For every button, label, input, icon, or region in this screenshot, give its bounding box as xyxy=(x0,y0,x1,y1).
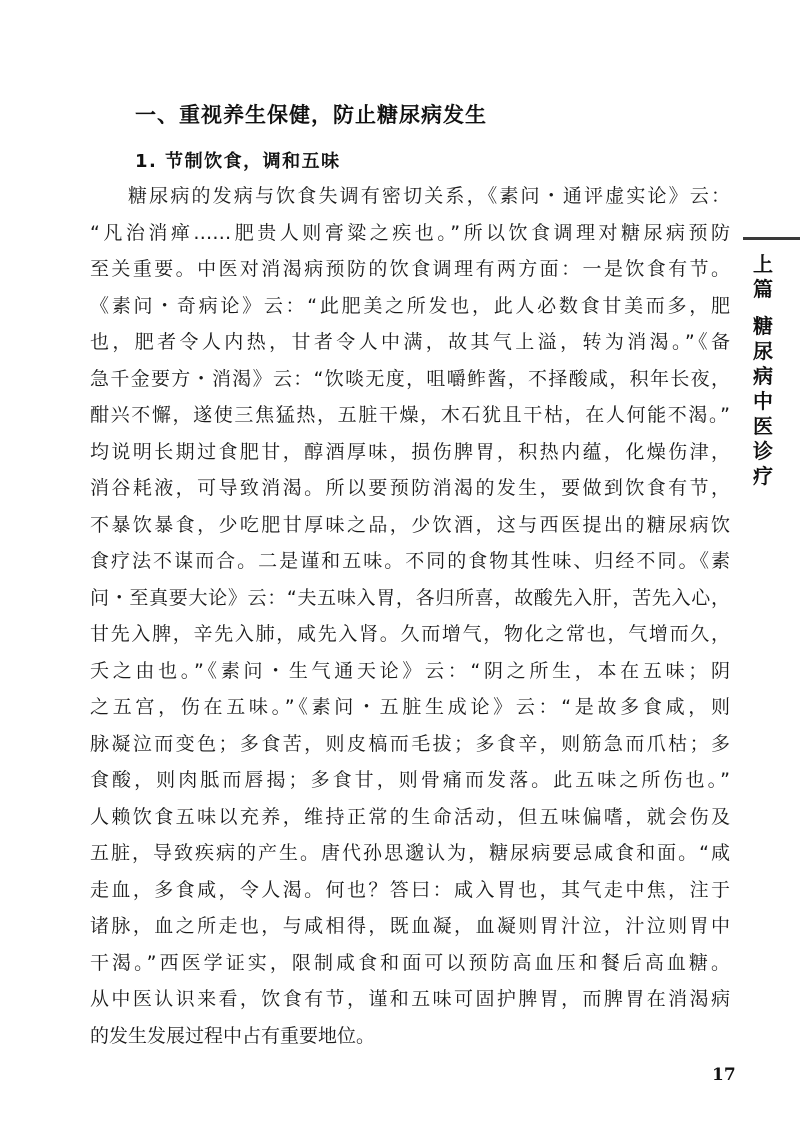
body-line: 消谷耗液，可导致消渴。所以要预防消渴的发生，要做到饮食有节， xyxy=(90,477,730,499)
body-line: 问・至真要大论》云：“夫五味入胃，各归所喜，故酸先入肝，苦先入心， xyxy=(90,586,730,609)
subsection-title: 1. 节制饮食，调和五味 xyxy=(135,151,341,172)
body-line: 酣兴不懈，遂使三焦猛热，五脏干燥，木石犹且干枯，在人何能不渴。” xyxy=(90,404,730,426)
body-line: 不暴饮暴食，少吃肥甘厚味之品，少饮酒，这与西医提出的糖尿病饮 xyxy=(90,513,730,536)
body-line: 人赖饮食五味以充养，维持正常的生命活动，但五味偏嗜，就会伤及 xyxy=(90,805,730,828)
body-line: 《素问・奇病论》云：“此肥美之所发也，此人必数食甘美而多，肥 xyxy=(90,294,730,317)
body-line: 均说明长期过食肥甘，醇酒厚味，损伤脾胃，积热内蕴，化燥伤津， xyxy=(90,440,730,463)
body-line: 诸脉，血之所走也，与咸相得，既血凝，血凝则胃汁泣，汁泣则胃中 xyxy=(90,915,730,937)
body-line: 也，肥者令人内热，甘者令人中满，故其气上溢，转为消渴。”《备 xyxy=(90,331,730,353)
body-paragraph xyxy=(90,178,730,1054)
side-tab-divider xyxy=(743,237,800,240)
body-line: 五脏，导致疾病的产生。唐代孙思邈认为，糖尿病要忌咸食和面。“咸 xyxy=(90,842,730,864)
side-tab-label xyxy=(749,252,777,489)
body-line: 夭之由也。”《素问・生气通天论》云：“阴之所生，本在五味；阴 xyxy=(90,659,730,682)
side-tab-part: 上 篇 xyxy=(753,252,773,301)
body-line: 从中医认识来看，饮食有节，谨和五味可固护脾胃，而脾胃在消渴病 xyxy=(90,988,730,1010)
body-line: 食疗法不谋而合。二是谨和五味。不同的食物其性味、归经不同。《素 xyxy=(90,550,730,572)
side-tab-title: 糖 尿 病 中 医 诊 疗 xyxy=(753,314,773,488)
body-line: 食酸，则肉胝而唇揭；多食甘，则骨痛而发落。此五味之所伤也。” xyxy=(90,769,730,791)
body-line: 之五宫，伤在五味。”《素问・五脏生成论》云：“是故多食咸，则 xyxy=(90,696,730,718)
body-line: 急千金要方・消渴》云：“饮啖无度，咀嚼鲊酱，不择酸咸，积年长夜， xyxy=(90,367,730,390)
body-line: 糖尿病的发病与饮食失调有密切关系，《素问・通评虚实论》云： xyxy=(128,185,730,207)
body-line: 干渴。”西医学证实，限制咸食和面可以预防高血压和餐后高血糖。 xyxy=(90,951,730,974)
body-line: 的发生发展过程中占有重要地位。 xyxy=(90,1024,376,1047)
body-line: 走血，多食咸，令人渴。何也？答曰：咸入胃也，其气走中焦，注于 xyxy=(90,878,730,901)
body-line: 至关重要。中医对消渴病预防的饮食调理有两方面：一是饮食有节。 xyxy=(90,258,730,280)
body-line: “凡治消瘅……肥贵人则膏粱之疾也。”所以饮食调理对糖尿病预防 xyxy=(90,221,730,244)
section-title: 一、重视养生保健，防止糖尿病发生 xyxy=(135,103,487,127)
body-line: 甘先入脾，辛先入肺，咸先入肾。久而增气，物化之常也，气增而久， xyxy=(90,623,730,645)
body-line: 脉凝泣而变色；多食苦，则皮槁而毛拔；多食辛，则筋急而爪枯；多 xyxy=(90,732,730,755)
page-number: 17 xyxy=(712,1065,736,1085)
